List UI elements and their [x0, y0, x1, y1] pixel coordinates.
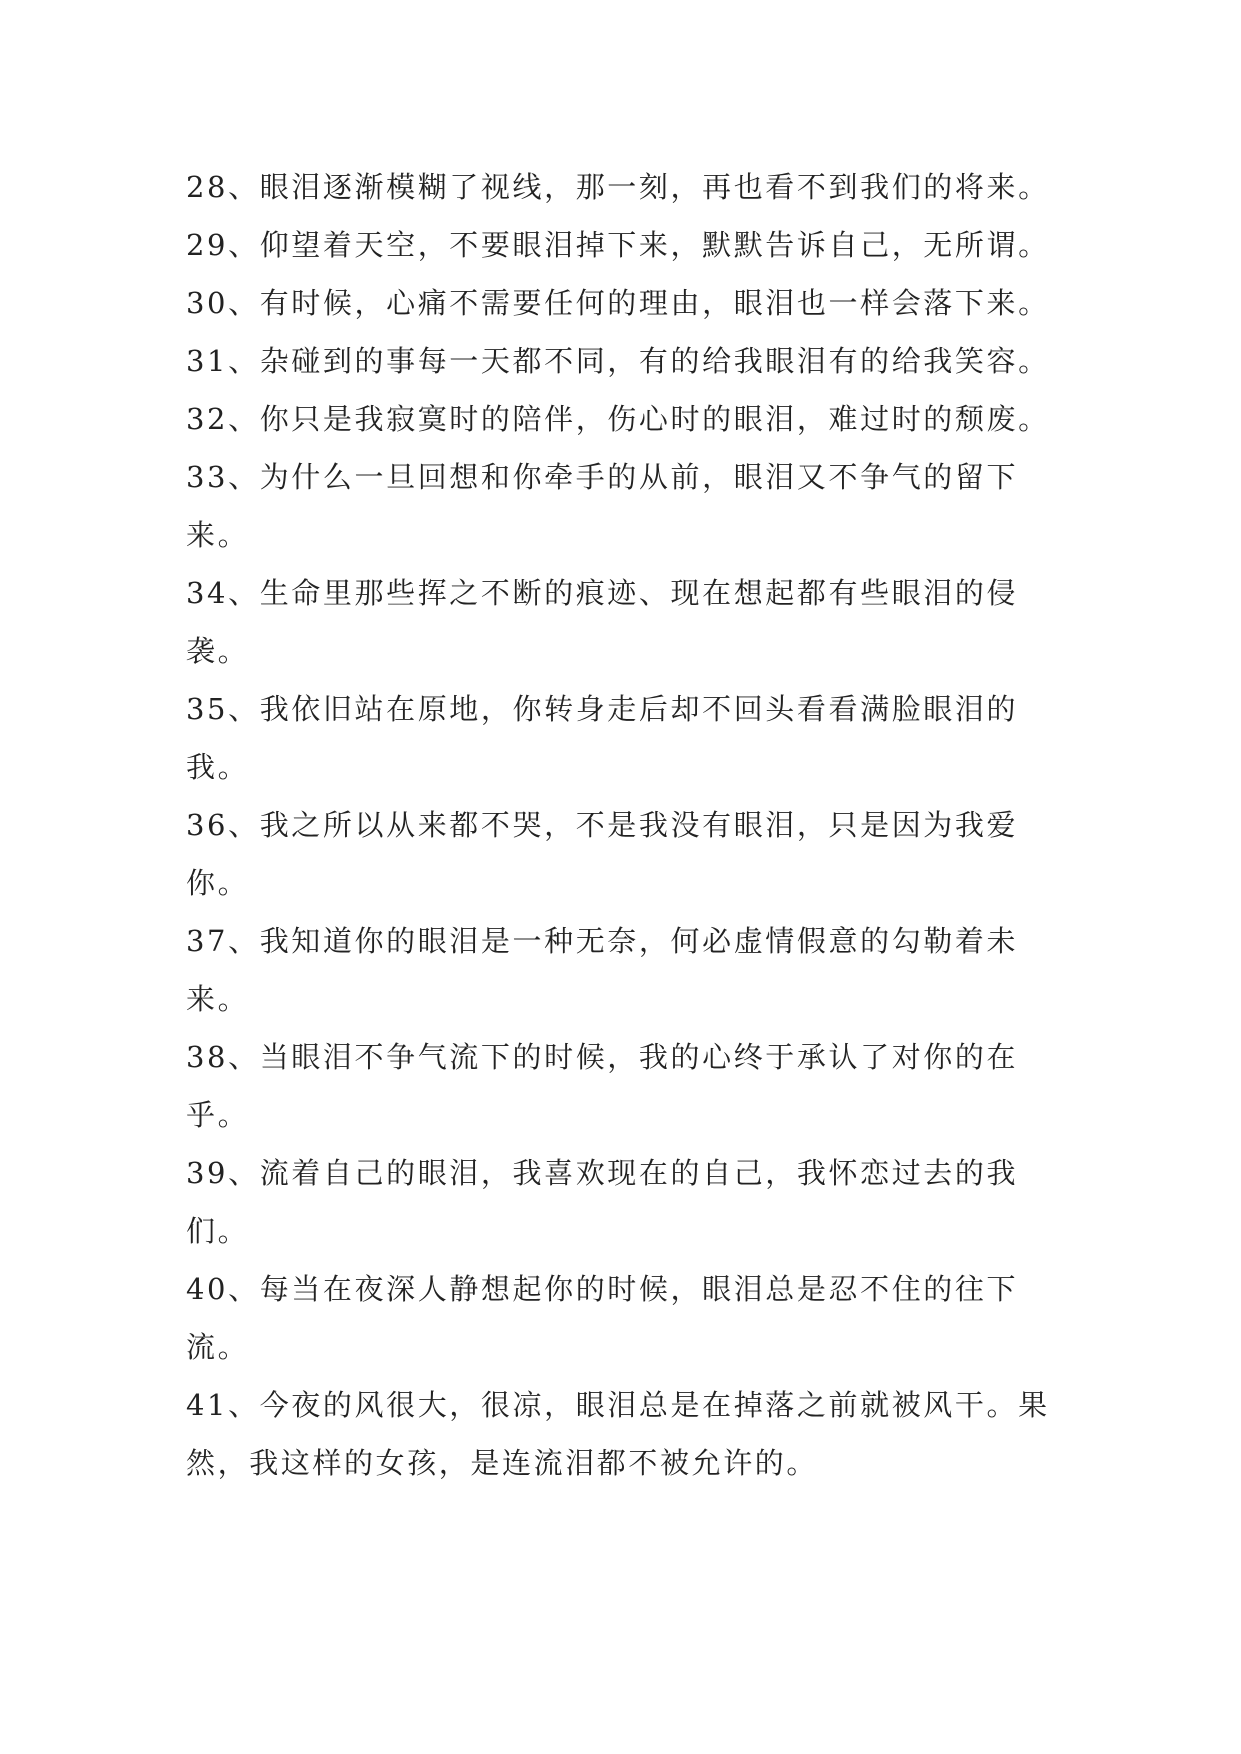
list-item: 37、我知道你的眼泪是一种无奈，何必虚情假意的勾勒着未来。	[186, 924, 1019, 1016]
list-item: 41、今夜的风很大，很凉，眼泪总是在掉落之前就被风干。果然，我这样的女孩，是连流泪都不被允许的。	[186, 1388, 1050, 1480]
list-item: 30、有时候，心痛不需要任何的理由，眼泪也一样会落下来。	[186, 286, 1050, 320]
list-item: 39、流着自己的眼泪，我喜欢现在的自己，我怀恋过去的我们。	[186, 1156, 1019, 1248]
document-body	[186, 158, 1066, 1492]
list-item: 34、生命里那些挥之不断的痕迹、现在想起都有些眼泪的侵袭。	[186, 576, 1019, 668]
list-item: 38、当眼泪不争气流下的时候，我的心终于承认了对你的在乎。	[186, 1040, 1019, 1132]
list-item: 29、仰望着天空，不要眼泪掉下来，默默告诉自己，无所谓。	[186, 228, 1050, 262]
list-item: 36、我之所以从来都不哭，不是我没有眼泪，只是因为我爱你。	[186, 808, 1019, 900]
list-item: 40、每当在夜深人静想起你的时候，眼泪总是忍不住的往下流。	[186, 1272, 1019, 1364]
list-item: 28、眼泪逐渐模糊了视线，那一刻，再也看不到我们的将来。	[186, 170, 1050, 204]
list-item: 31、杂碰到的事每一天都不同，有的给我眼泪有的给我笑容。	[186, 344, 1050, 378]
list-item: 33、为什么一旦回想和你牵手的从前，眼泪又不争气的留下来。	[186, 460, 1019, 552]
list-item: 35、我依旧站在原地，你转身走后却不回头看看满脸眼泪的我。	[186, 692, 1019, 784]
list-item: 32、你只是我寂寞时的陪伴，伤心时的眼泪，难过时的颓废。	[186, 402, 1050, 436]
